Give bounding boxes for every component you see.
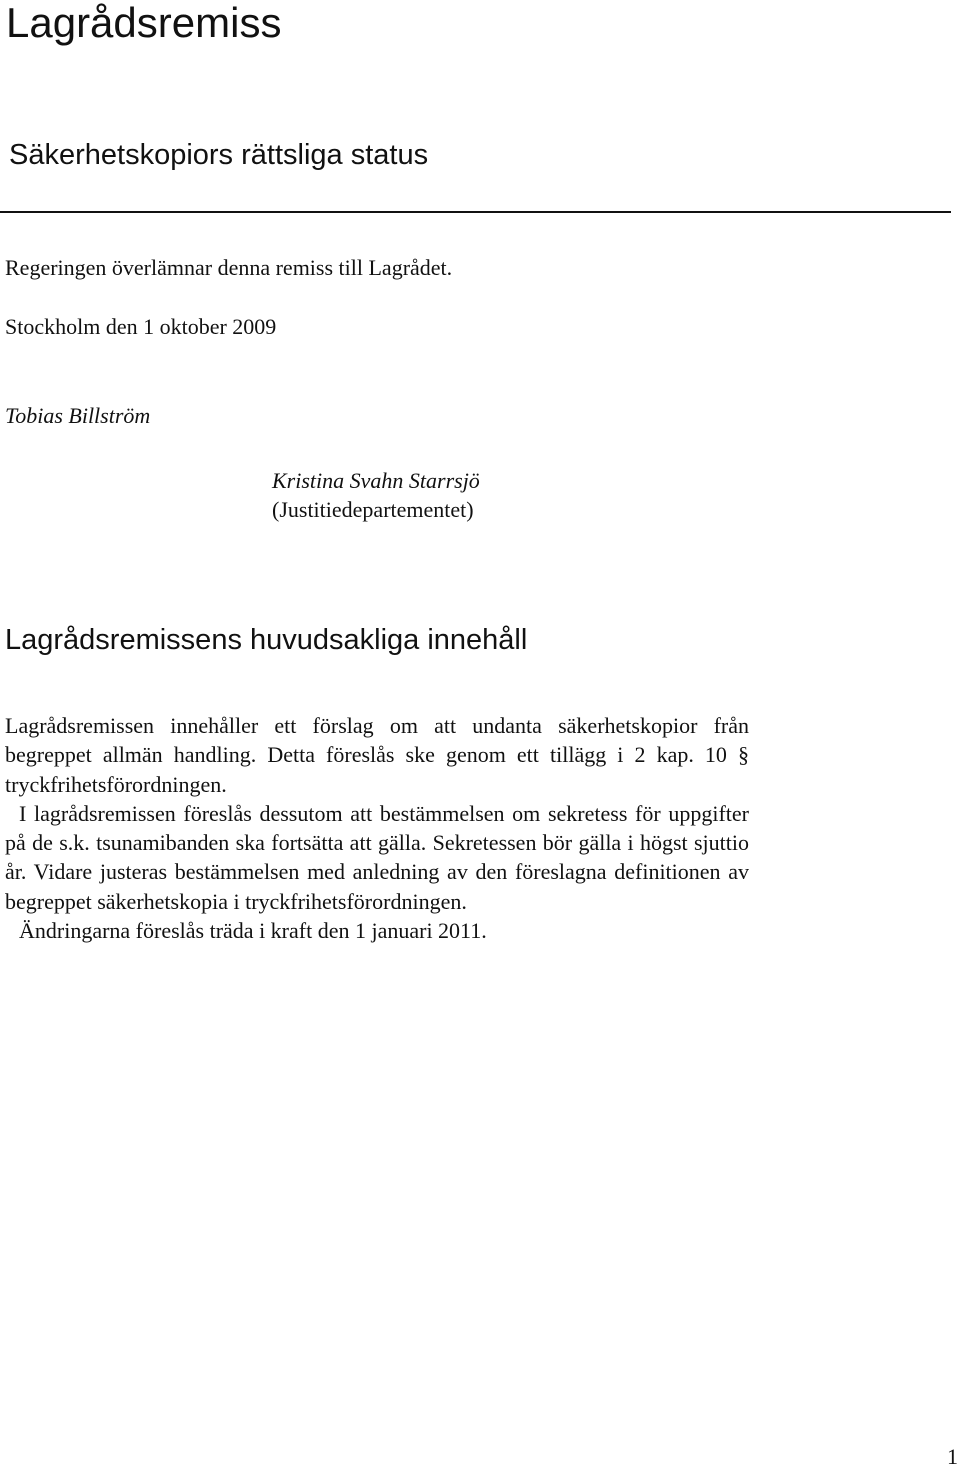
submission-line: Regeringen överlämnar denna remiss till Lagrådet. (5, 255, 453, 280)
department: (Justitiedepartementet) (272, 497, 474, 522)
place-date: Stockholm den 1 oktober 2009 (5, 314, 277, 339)
signatory-minister: Tobias Billström (5, 403, 151, 428)
header-divider (0, 211, 951, 213)
section-heading: Lagrådsremissens huvudsakliga innehåll (5, 624, 528, 656)
summary-paragraph-3: Ändringarna föreslås träda i kraft den 1 januari 2011. (19, 918, 487, 944)
page-number: 1 (947, 1444, 958, 1469)
document-subtitle: Säkerhetskopiors rättsliga status (9, 139, 429, 171)
signatory-official: Kristina Svahn Starrsjö (272, 468, 480, 493)
document-title: Lagrådsremiss (6, 0, 282, 46)
summary-paragraph-1: Lagrådsremissen innehåller ett förslag om att undanta säkerhetskopior från begreppet allmän handling. Detta föreslås ske genom ett tillägg i 2 kap. 10 § tryckfrihetsförordningen. (5, 713, 749, 797)
summary-paragraph-2: I lagrådsremissen föreslås dessutom att bestämmelsen om sekretess för uppgifter på de s.k. tsunamibanden ska fortsätta att gälla. Sekretessen bör gälla i högst sjuttio år. Vidare justeras bestämmelsen med anledning av den föreslagna definitionen av begreppet säkerhetskopia i tryckfrihetsförordningen. (5, 800, 749, 914)
summary-body (5, 711, 749, 945)
